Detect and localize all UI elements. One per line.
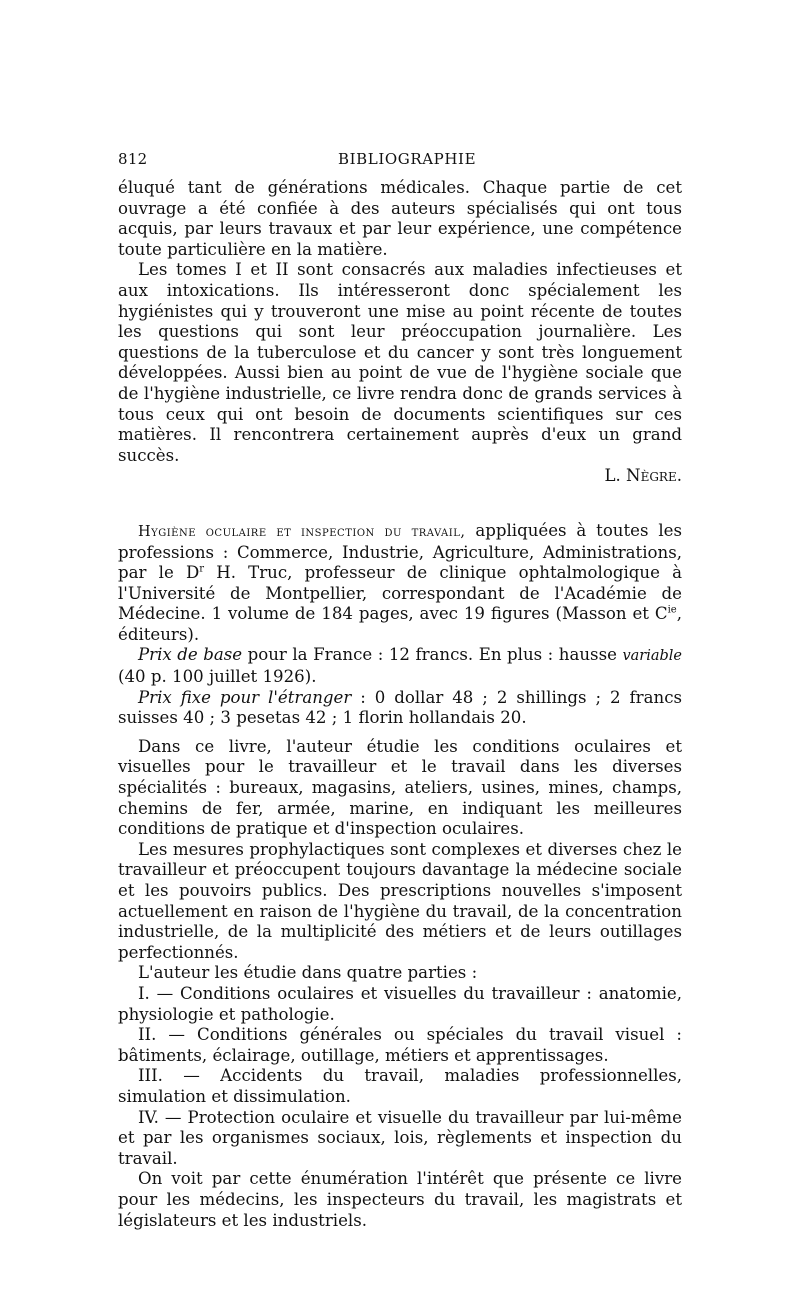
- review2-price-base: [118, 645, 682, 687]
- review1-paragraph-2: Les tomes I et II sont consacrés aux maladies infectieuses et aux intoxications. Ils intéresseront donc spécialement les hygiénistes qui y trouveront une mise au point récente de toutes les questions qui sont leur préoccupation journalière. Les questions de la tuberculose et du cancer y sont très longuement développées. Aussi bien au point de vue de l'hygiène sociale que de l'hygiène industrielle, ce livre rendra donc de grands services à tous ceux qui ont besoin de documents scientifiques sur ces matières. Il rencontrera certainement auprès d'eux un grand succès.: [118, 260, 682, 465]
- review-section-2: [118, 521, 682, 1231]
- running-title: BIBLIOGRAPHIE: [338, 150, 477, 168]
- page-number: 812: [118, 150, 148, 168]
- review2-title-rest: appliquées à toutes les professions : Commerce, Industrie, Agriculture, Administrations, par le D: [118, 520, 682, 583]
- review1-signature: L. Nègre.: [604, 466, 682, 486]
- price-base-end: (40 p. 100 juillet 1926).: [118, 667, 317, 687]
- review2-part-1: I. — Conditions oculaires et visuelles du travailleur : anatomie, physiologie et pathologie.: [118, 983, 682, 1024]
- review2-title-end: H. Truc, professeur de clinique ophtalmologique à l'Université de Montpellier, correspondant de l'Académie de Médecine. 1 volume de 184 pages, avec 19 figures (Masson et C: [118, 563, 682, 624]
- review2-title-sup2: ie: [667, 604, 677, 616]
- review2-part-4: IV. — Protection oculaire et visuelle du travailleur par lui-même et par les organismes sociaux, lois, règlements et inspection du travail.: [118, 1107, 682, 1168]
- page-header: [118, 150, 682, 178]
- review2-part-3: III. — Accidents du travail, maladies professionnelles, simulation et dissimulation.: [118, 1066, 682, 1106]
- price-base-variable: variable: [622, 648, 682, 665]
- price-foreign-text: : 0 dollar 48 ; 2 shillings ; 2 francs suisses 40 ; 3 pesetas 42 ; 1 florin hollandais 20.: [118, 687, 682, 728]
- review2-price-foreign: [118, 688, 682, 729]
- price-foreign-label: Prix fixe pour l'étranger: [138, 687, 352, 707]
- page-body: [118, 178, 682, 1231]
- review2-bibliographic-entry: [118, 521, 682, 646]
- review-section-1: [118, 178, 682, 487]
- review2-paragraph-1: Dans ce livre, l'auteur étudie les conditions oculaires et visuelles pour le travailleur et le travail dans les diverses spécialités : bureaux, magasins, ateliers, usines, mines, champs, chemins de fer, armée, marine, en indiquant les meilleures conditions de pratique et d'inspection oculaires.: [118, 736, 682, 839]
- review2-paragraph-4: On voit par cette énumération l'intérêt que présente ce livre pour les médecins, les inspecteurs du travail, les magistrats et législateurs et les industriels.: [118, 1169, 682, 1230]
- review2-paragraph-3: L'auteur les étudie dans quatre parties :: [138, 963, 478, 983]
- review2-part-2: II. — Conditions générales ou spéciales du travail visuel : bâtiments, éclairage, outillage, métiers et apprentissages.: [118, 1025, 682, 1065]
- book-page: [118, 150, 682, 1231]
- review2-title-caps: Hygiène oculaire et inspection du travail,: [138, 523, 466, 540]
- review2-paragraph-2: Les mesures prophylactiques sont complexes et diverses chez le travailleur et préoccupent toujours davantage la médecine sociale et les pouvoirs publics. Des prescriptions nouvelles s'imposent actuellement en raison de l'hygiène du travail, de la concentration industrielle, de la multiplicité des métiers et de leurs outillages perfectionnés.: [118, 839, 682, 962]
- review1-paragraph-1: éluqué tant de générations médicales. Chaque partie de cet ouvrage a été confiée à des auteurs spécialisés qui ont tous acquis, par leurs travaux et par leur expérience, une compétence toute particulière en la matière.: [118, 178, 682, 259]
- price-base-label: Prix de base: [138, 645, 243, 665]
- review2-title-end2: , éditeurs).: [118, 604, 682, 644]
- price-base-text: pour la France : 12 francs. En plus : hausse: [242, 645, 623, 665]
- review2-title-sup: r: [199, 563, 205, 575]
- section-gap: [118, 487, 682, 521]
